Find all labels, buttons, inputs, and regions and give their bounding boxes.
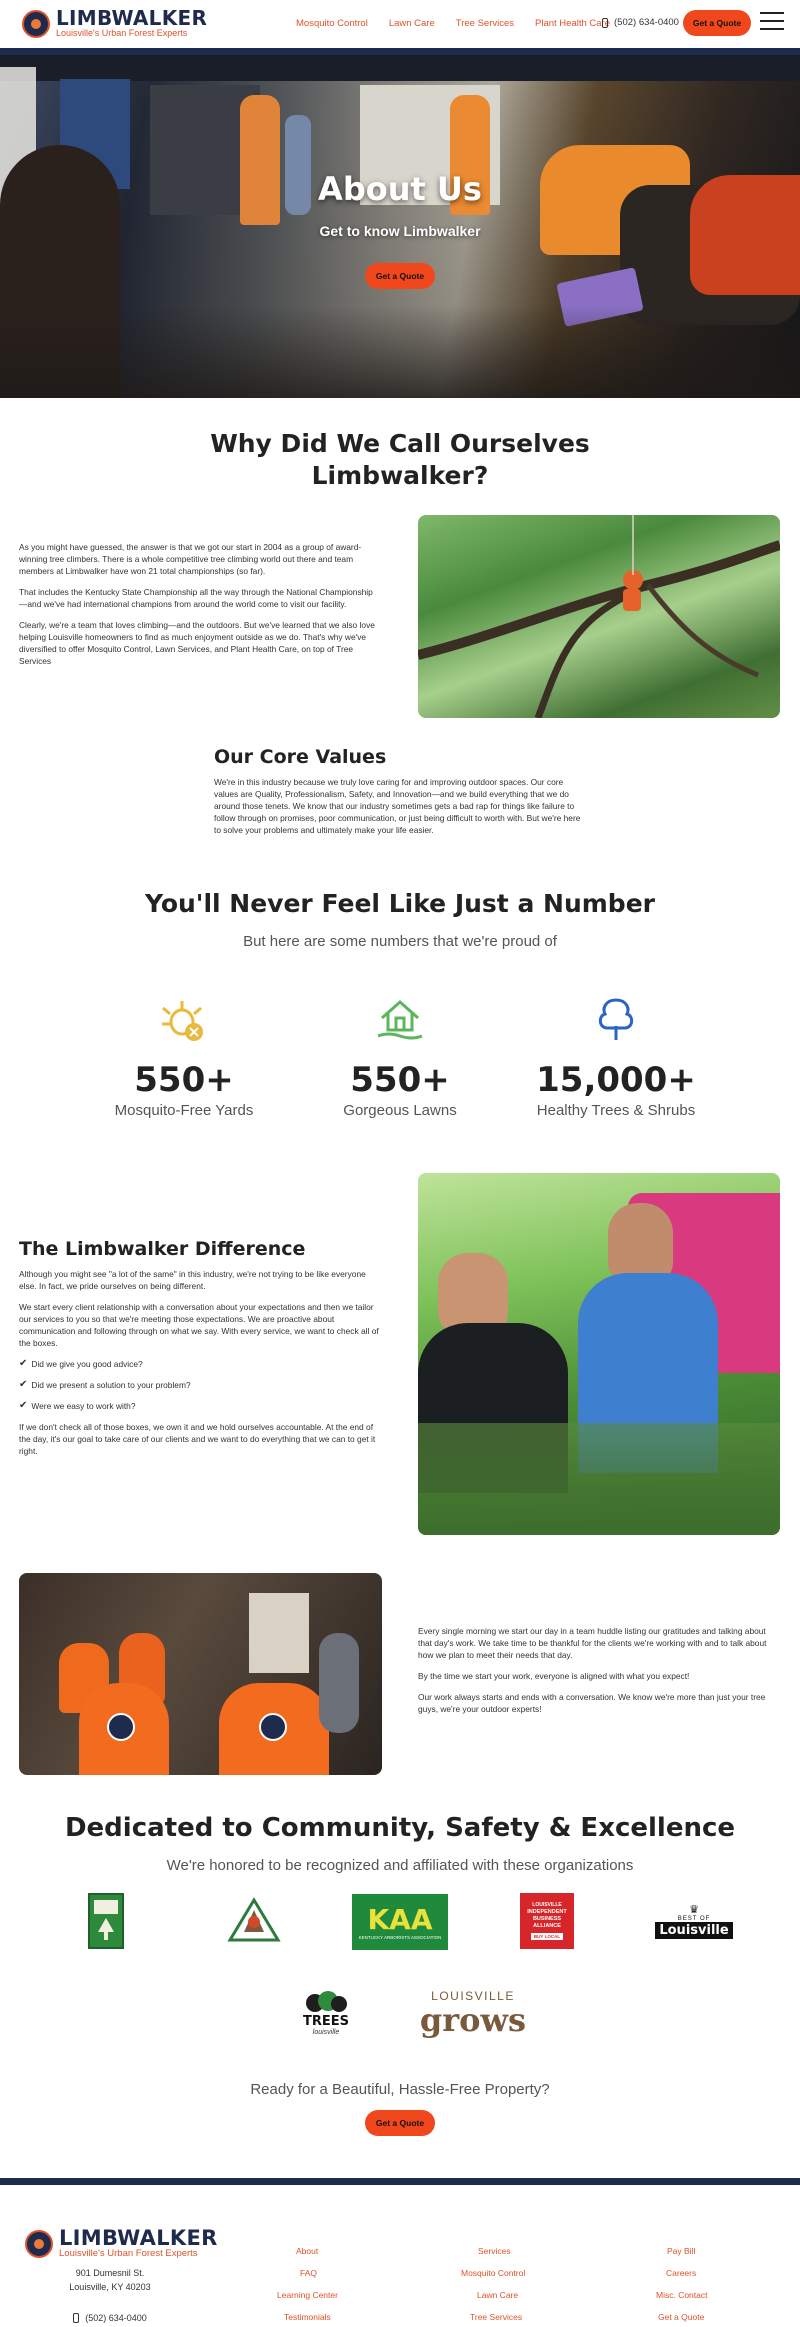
stat-label: Healthy Trees & Shrubs <box>536 1102 696 1119</box>
huddle-text <box>418 1625 780 1724</box>
footer-link-testimonials[interactable]: Testimonials <box>284 2312 331 2322</box>
header-get-quote-button[interactable]: Get a Quote <box>683 10 751 36</box>
cta-get-quote-button[interactable]: Get a Quote <box>365 2110 435 2136</box>
hero-banner <box>0 55 800 398</box>
stat-value: 550+ <box>134 1060 234 1100</box>
check-item: ✔ Did we give you good advice? <box>19 1358 143 1369</box>
footer-link-faq[interactable]: FAQ <box>300 2268 318 2278</box>
isa-tree-icon <box>92 1898 120 1944</box>
footer-link-pay-bill[interactable]: Pay Bill <box>667 2246 696 2256</box>
footer-link-mosquito-control[interactable]: Mosquito Control <box>461 2268 526 2278</box>
nav-tree-services[interactable]: Tree Services <box>455 18 515 29</box>
check-item: ✔ Were we easy to work with? <box>19 1400 136 1411</box>
cta-text: Ready for a Beautiful, Hassle-Free Property? <box>250 2081 550 2098</box>
tree-branch-illustration <box>418 515 780 718</box>
hero-subtitle: Get to know Limbwalker <box>319 223 481 239</box>
trees-louisville-logo: TREES louisville <box>300 1982 352 2044</box>
footer-link-careers[interactable]: Careers <box>666 2268 697 2278</box>
kaa-logo-text: KAA <box>367 1902 433 1936</box>
stat-lawns <box>300 1060 500 1119</box>
team-inspecting-plant-photo <box>418 1173 780 1535</box>
stat-value: 15,000+ <box>536 1060 696 1100</box>
header-phone-number: (502) 634-0400 <box>614 17 679 28</box>
footer-link-tree-services[interactable]: Tree Services <box>470 2312 523 2322</box>
hero-title: About Us <box>318 170 482 208</box>
footer-link-services[interactable]: Services <box>478 2246 511 2256</box>
louisville-grows-logo: LOUISVILLE grows <box>419 1989 527 2039</box>
stat-label: Mosquito-Free Yards <box>114 1102 254 1119</box>
stat-trees <box>516 1060 716 1119</box>
core-values-text: We're in this industry because we truly love caring for and improving outdoor spaces. Our core values are Quality, Professionalism, Safety, and Innovation—and we build everything that we do around those tenets. We know that our industry sometimes gets a bad rap for things like failure to follow through on promises, poor communication, or just being difficult to worth with. But we're here to solve your problems and ultimately make your life easier. <box>214 777 581 835</box>
kaa-logo-subtext: KENTUCKY ARBORISTS ASSOCIATION <box>358 1934 442 1940</box>
footer-logo[interactable] <box>25 2228 218 2259</box>
logo-emblem-icon <box>25 2230 53 2258</box>
huddle-paragraph: Every single morning we start our day in a team huddle listing our gratitudes and talking about that day's work. We take time to be thankful for the clients we're working with and to talk about how we plan to meet their needs that day. <box>418 1626 767 1660</box>
tree-care-association-logo <box>226 1896 282 1946</box>
check-item: ✔ Did we present a solution to your problem? <box>19 1379 191 1390</box>
why-paragraph: That includes the Kentucky State Championship all the way through the National Championship—and we've had international champions from around the world come to visit our facility. <box>19 587 373 609</box>
why-title: Why Did We Call Ourselves Limbwalker? <box>210 429 590 490</box>
hamburger-menu-icon[interactable] <box>760 12 784 34</box>
stat-mosquito <box>84 1060 284 1119</box>
site-header <box>0 0 800 48</box>
phone-icon <box>73 2313 79 2323</box>
numbers-subtitle: But here are some numbers that we're proud of <box>243 933 557 950</box>
checkmark-icon: ✔ <box>19 1379 28 1390</box>
footer-link-misc-contact[interactable]: Misc. Contact <box>656 2290 708 2300</box>
hero-get-quote-button[interactable]: Get a Quote <box>365 263 435 289</box>
footer-divider <box>0 2178 800 2185</box>
why-paragraph: As you might have guessed, the answer is that we got our start in 2004 as a group of award-winning tree climbers. There is a whole competitive tree climbing world out there and team members at Limbwalker have won 21 total championships (so far). <box>19 542 362 576</box>
numbers-title: You'll Never Feel Like Just a Number <box>145 889 655 918</box>
tree-icon <box>592 996 640 1044</box>
team-huddle-photo <box>19 1573 382 1775</box>
louisville-independent-business-alliance-logo: LOUISVILLE INDEPENDENT BUSINESS ALLIANCE BUY LOCAL <box>520 1893 574 1949</box>
logo-name: LIMBWALKER <box>56 6 208 30</box>
best-of-louisville-logo: ♛ BEST OF Louisville <box>656 1893 732 1949</box>
checkmark-icon: ✔ <box>19 1358 28 1369</box>
footer-link-learning-center[interactable]: Learning Center <box>277 2290 338 2300</box>
house-lawn-icon <box>376 996 424 1042</box>
header-phone[interactable] <box>602 17 679 28</box>
footer-address: 901 Dumesnil St. Louisville, KY 40203 <box>69 2268 151 2292</box>
logo-emblem-icon <box>22 10 50 38</box>
huddle-paragraph: Our work always starts and ends with a conversation. We know we're more than just your tree guys, we're your outdoor experts! <box>418 1692 766 1714</box>
why-text <box>19 541 381 676</box>
logo-tagline: Louisville's Urban Forest Experts <box>56 28 188 38</box>
why-paragraph: Clearly, we're a team that loves climbing—and the outdoors. But we've learned that we also love helping Louisville homeowners to find as much enjoyment outside as we do. That's why we've diversified to offer Mosquito Control, Lawn Services, and Plant Health Care, on top of Tree Services <box>19 620 375 666</box>
footer-link-lawn-care[interactable]: Lawn Care <box>477 2290 519 2300</box>
triangle-tree-icon <box>226 1896 282 1946</box>
footer-link-about[interactable]: About <box>296 2246 319 2256</box>
community-subtitle: We're honored to be recognized and affiliated with these organizations <box>166 1857 634 1874</box>
tree-climber-photo <box>418 515 780 718</box>
difference-title: The Limbwalker Difference <box>19 1238 306 1260</box>
trees-louisville-icon <box>304 1991 348 2015</box>
isa-logo <box>88 1893 124 1949</box>
difference-text <box>19 1268 383 1466</box>
footer-phone[interactable]: (502) 634-0400 <box>50 2311 170 2325</box>
nav-mosquito-control[interactable]: Mosquito Control <box>296 18 368 29</box>
logo-name: LIMBWALKER <box>59 2226 218 2250</box>
header-logo[interactable] <box>22 8 207 39</box>
nav-lawn-care[interactable]: Lawn Care <box>388 18 435 29</box>
difference-intro: Although you might see "a lot of the same" in this industry, we're not trying to be like everyone else. In fact, we pride ourselves on being different. <box>19 1269 366 1291</box>
logo-tagline: Louisville's Urban Forest Experts <box>59 2248 198 2259</box>
crown-icon: ♛ <box>689 1904 699 1916</box>
checkmark-icon: ✔ <box>19 1400 28 1411</box>
stat-label: Gorgeous Lawns <box>343 1102 457 1119</box>
core-values-title: Our Core Values <box>214 746 387 768</box>
community-title: Dedicated to Community, Safety & Excellence <box>64 1813 736 1843</box>
difference-outro: If we don't check all of those boxes, we own it and we hold ourselves accountable. At the end of the day, it's our goal to take care of our clients and we want to do everything that we can to get it right. <box>19 1422 376 1456</box>
nav-plant-health-care[interactable]: Plant Health Care <box>535 18 610 29</box>
main-nav <box>296 18 631 29</box>
mosquito-icon <box>160 998 208 1044</box>
footer-link-get-a-quote[interactable]: Get a Quote <box>658 2312 705 2322</box>
phone-icon <box>602 18 608 28</box>
huddle-paragraph: By the time we start your work, everyone is aligned with what you expect! <box>418 1671 690 1681</box>
kaa-logo <box>352 1894 448 1950</box>
header-divider <box>0 48 800 55</box>
stat-value: 550+ <box>350 1060 450 1100</box>
difference-body: We start every client relationship with a conversation about your expectations and then we tailor our services to you so that we're meeting those expectations. We are proactive about communication and following through on what we say. With every service, we want to check all of the boxes. <box>19 1302 379 1348</box>
